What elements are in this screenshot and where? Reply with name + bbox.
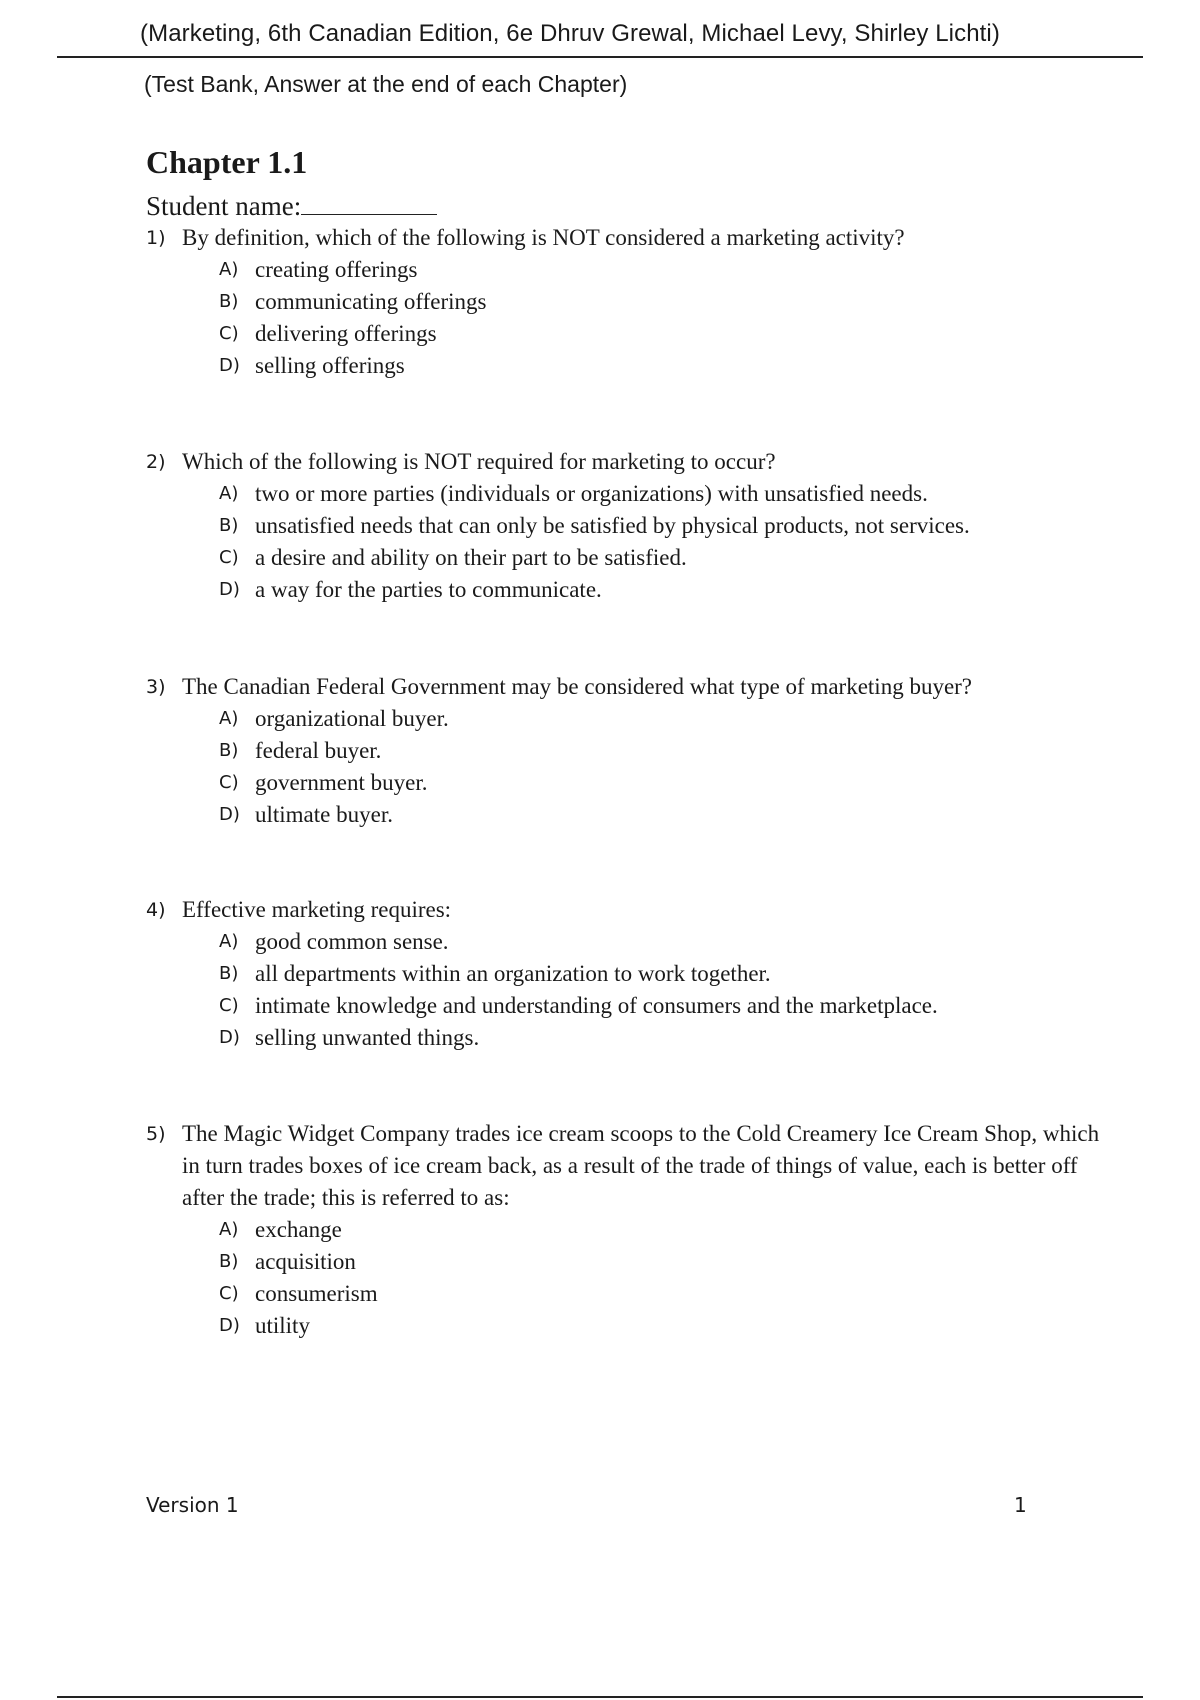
answer-choice (219, 286, 1096, 318)
answer-choice (219, 735, 1096, 767)
choice-letter: B) (219, 963, 239, 984)
choice-text: creating offerings (255, 257, 418, 282)
answer-choice (219, 799, 1096, 831)
choice-text: delivering offerings (255, 321, 437, 346)
question-4 (146, 894, 1096, 1054)
choice-text: communicating offerings (255, 289, 487, 314)
question-text: Which of the following is NOT required for marketing to occur? (182, 449, 776, 474)
choice-letter: A) (219, 483, 239, 504)
choice-text: government buyer. (255, 770, 428, 795)
document-header-title: (Marketing, 6th Canadian Edition, 6e Dhruv Grewal, Michael Levy, Shirley Lichti) (140, 20, 1000, 47)
question-number: 3) (146, 676, 166, 698)
choice-letter: C) (219, 547, 239, 568)
question-text: The Canadian Federal Government may be considered what type of marketing buyer? (182, 674, 973, 699)
choice-letter: C) (219, 772, 239, 793)
answer-choice (219, 1310, 1096, 1342)
choice-text: two or more parties (individuals or organizations) with unsatisfied needs. (255, 481, 928, 506)
choice-text: organizational buyer. (255, 706, 449, 731)
choice-letter: A) (219, 259, 239, 280)
answer-choices (219, 703, 1096, 831)
answer-choice (219, 990, 1096, 1022)
answer-choices (219, 926, 1096, 1054)
answer-choice (219, 254, 1096, 286)
choice-text: acquisition (255, 1249, 356, 1274)
choice-text: selling unwanted things. (255, 1025, 480, 1050)
choice-letter: B) (219, 740, 239, 761)
choice-letter: C) (219, 323, 239, 344)
question-2 (146, 446, 1096, 606)
answer-choices (219, 478, 1096, 606)
answer-choice (219, 350, 1096, 382)
question-number: 5) (146, 1123, 166, 1145)
footer-divider (57, 1696, 1143, 1698)
question-number: 2) (146, 451, 166, 473)
header-divider (57, 56, 1143, 58)
choice-letter: A) (219, 1219, 239, 1240)
question-text: The Magic Widget Company trades ice cream scoops to the Cold Creamery Ice Cream Shop, which in turn trades boxes of ice cream back, as a result of the trade of things of value, each is better off after the trade; this is referred to as: (182, 1121, 1100, 1210)
choice-letter: D) (219, 579, 240, 600)
answer-choice (219, 542, 1096, 574)
answer-choice (219, 1214, 1096, 1246)
choice-text: intimate knowledge and understanding of consumers and the marketplace. (255, 993, 938, 1018)
answer-choice (219, 767, 1096, 799)
answer-choice (219, 478, 1096, 510)
choice-letter: B) (219, 515, 239, 536)
choice-text: exchange (255, 1217, 342, 1242)
question-text: Effective marketing requires: (182, 897, 452, 922)
document-subtitle: (Test Bank, Answer at the end of each Chapter) (144, 71, 628, 97)
answer-choice (219, 926, 1096, 958)
choice-text: ultimate buyer. (255, 802, 393, 827)
question-number: 1) (146, 227, 166, 249)
answer-choice (219, 958, 1096, 990)
student-name-line (146, 190, 437, 222)
answer-choice (219, 318, 1096, 350)
answer-choice (219, 574, 1096, 606)
question-number: 4) (146, 899, 166, 921)
answer-choices (219, 1214, 1096, 1342)
choice-letter: A) (219, 931, 239, 952)
student-name-blank (301, 190, 437, 215)
answer-choice (219, 703, 1096, 735)
choice-letter: B) (219, 291, 239, 312)
choice-letter: D) (219, 804, 240, 825)
choice-letter: D) (219, 1315, 240, 1336)
choice-text: a desire and ability on their part to be satisfied. (255, 545, 687, 570)
answer-choice (219, 1278, 1096, 1310)
answer-choice (219, 1022, 1096, 1054)
footer-version: Version 1 (146, 1493, 239, 1517)
chapter-title: Chapter 1.1 (146, 144, 308, 180)
choice-text: federal buyer. (255, 738, 382, 763)
question-text: By definition, which of the following is NOT considered a marketing activity? (182, 225, 905, 250)
student-name-label: Student name: (146, 191, 302, 221)
choice-text: good common sense. (255, 929, 449, 954)
answer-choice (219, 1246, 1096, 1278)
choice-text: a way for the parties to communicate. (255, 577, 602, 602)
choice-text: unsatisfied needs that can only be satisfied by physical products, not services. (255, 513, 970, 538)
answer-choices (219, 254, 1096, 382)
answer-choice (219, 510, 1096, 542)
choice-letter: C) (219, 1283, 239, 1304)
choice-letter: A) (219, 708, 239, 729)
choice-text: consumerism (255, 1281, 378, 1306)
choice-text: utility (255, 1313, 310, 1338)
choice-letter: B) (219, 1251, 239, 1272)
question-3 (146, 671, 1096, 831)
choice-letter: D) (219, 1027, 240, 1048)
choice-text: all departments within an organization to work together. (255, 961, 771, 986)
choice-letter: D) (219, 355, 240, 376)
choice-text: selling offerings (255, 353, 405, 378)
choice-letter: C) (219, 995, 239, 1016)
question-1 (146, 222, 1096, 382)
question-5 (146, 1118, 1100, 1342)
page-number: 1 (1014, 1493, 1027, 1517)
